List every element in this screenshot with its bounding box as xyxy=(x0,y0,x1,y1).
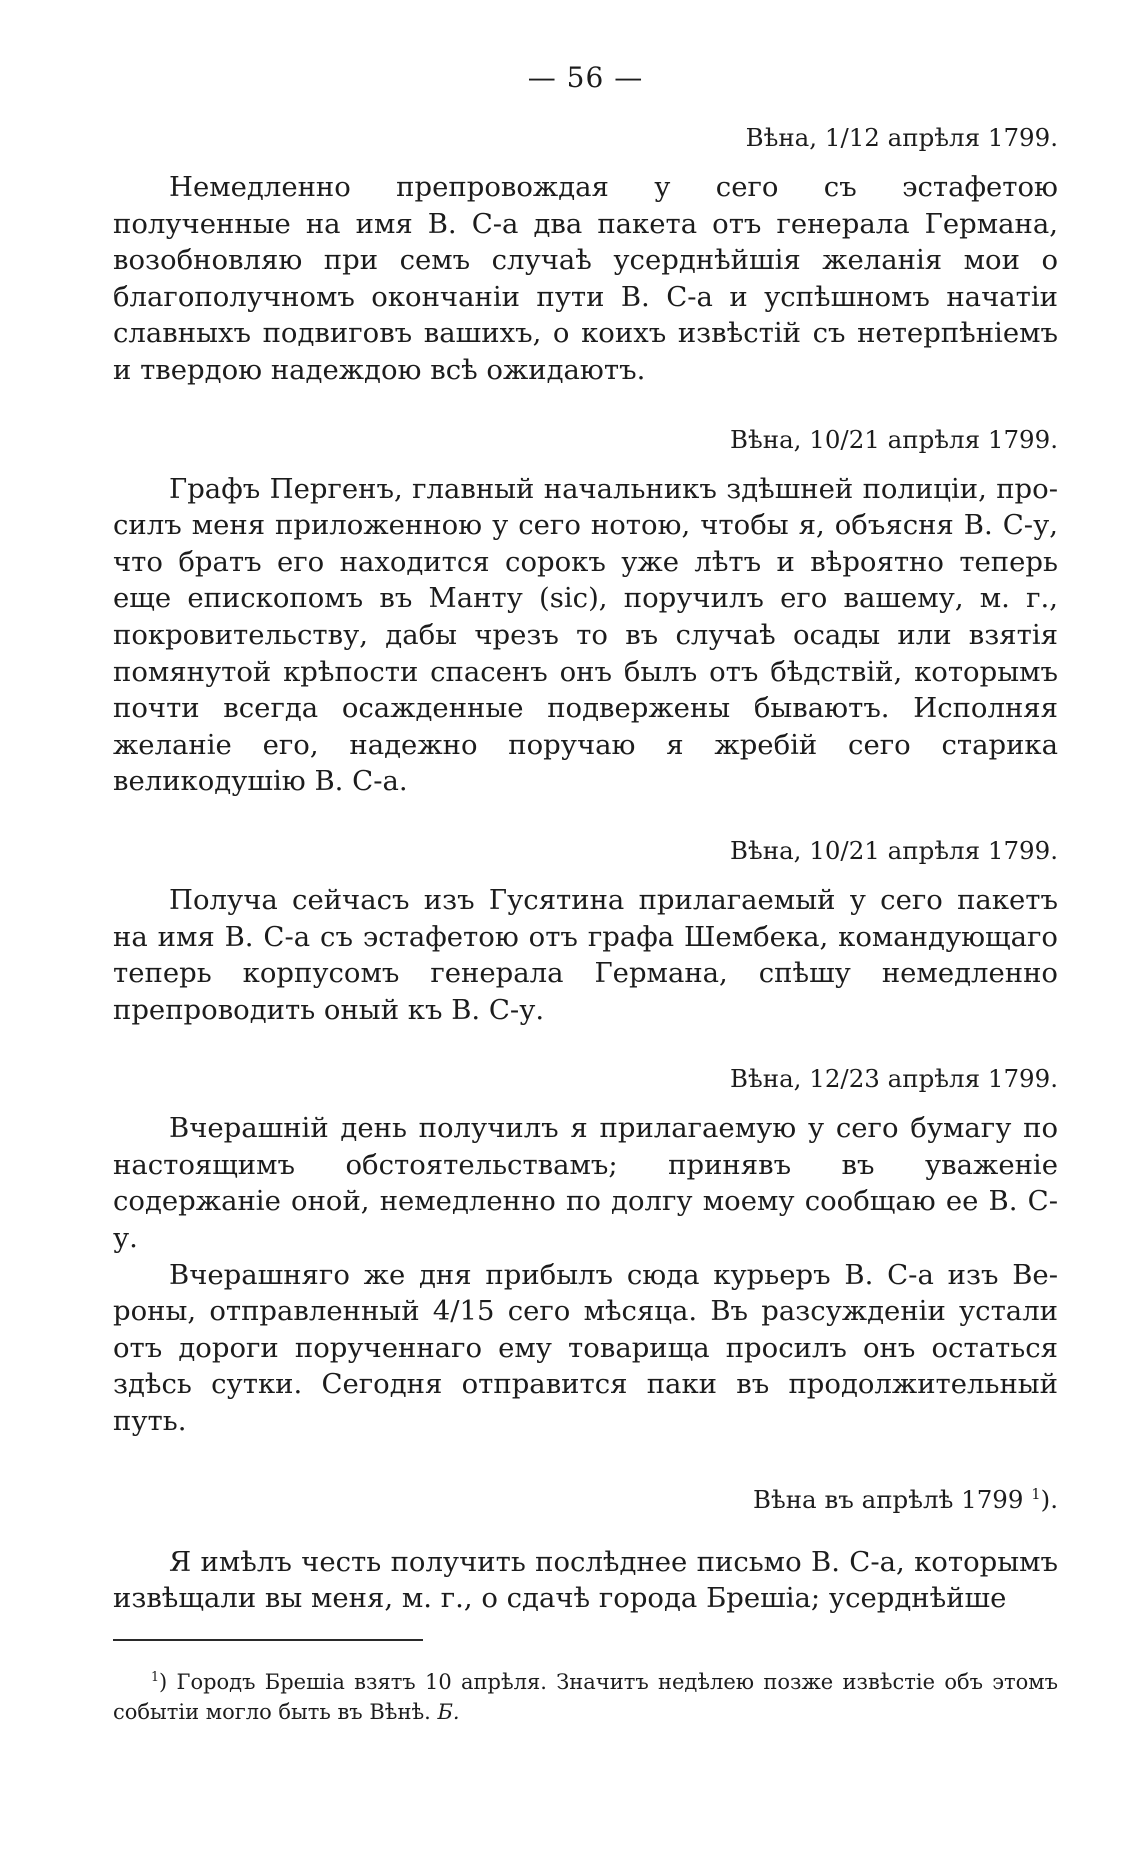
letter-date xyxy=(113,1482,1058,1518)
book-page xyxy=(113,58,1058,1727)
letter-paragraph: Немедленно препровождая у сего съ эстафетою полученные на имя В. С-а два пакета отъ генерала Германа, возобновляю при семъ случаѣ усерднѣйшія желанія мои о благополучномъ окончаніи пути В. С-а и успѣшномъ начатіи славныхъ подвиговъ вашихъ, о коихъ извѣстій съ нетерпѣніемъ и твердою надеждою всѣ ожидаютъ. xyxy=(113,171,1058,386)
letter xyxy=(113,120,1058,389)
footnote-reference-suffix: ). xyxy=(1040,1484,1058,1514)
letter-paragraph: Я имѣлъ честь получить послѣднее письмо В. С-а, которымъ извѣщали вы меня, м. г., о сдачѣ города Брешіа; усерднѣйше xyxy=(113,1545,1058,1615)
letter-paragraph: Графъ Пергенъ, главный начальникъ здѣшней полиціи, просилъ меня приложенною у сего нотою, чтобы я, объясня В. С-у, что братъ его находится сорокъ уже лѣтъ и вѣроятно теперь еще епископомъ въ Манту (sic), поручилъ его вашему, м. г., покровительству, дабы чрезъ то въ случаѣ осады или взятія помянутой крѣпости спасенъ онъ былъ отъ бѣдствій, которымъ почти всегда осажденные подвержены бываютъ. Исполняя желаніе его, надежно поручаю я жребій сего старика великодушію В. С-а. xyxy=(113,472,1058,798)
letter-paragraph: Вчерашній день получилъ я прилагаемую у сего бумагу по настоящимъ обстоятельствамъ; принявъ въ уваженіе содержаніе оной, немедленно по долгу моему сообщаю ее В. С-у. xyxy=(113,1112,1058,1255)
letter-paragraph: Получа сейчасъ изъ Гусятина прилагаемый у сего пакетъ на имя В. С-а съ эстафетою отъ графа Шембека, командующаго теперь корпусомъ генерала Германа, спѣшу немедленно препроводить оный къ В. С-у. xyxy=(113,883,1058,1026)
letter-date: Вѣна, 10/21 апрѣля 1799. xyxy=(729,424,1058,454)
footnote-divider xyxy=(113,1639,423,1641)
letter-paragraph: Вчерашняго же дня прибылъ сюда курьеръ В. С-а изъ Вероны, отправленный 4/15 сего мѣсяца. Въ разсужденіи устали отъ дороги порученнаго ему товарища просилъ онъ остаться здѣсь сутки. Сегодня отправится паки въ продолжительный путь. xyxy=(113,1258,1058,1438)
letter-date: Вѣна, 1/12 апрѣля 1799. xyxy=(745,123,1058,152)
footnote xyxy=(113,1667,1058,1727)
letter-date: Вѣна, 10/21 апрѣля 1799. xyxy=(729,835,1058,865)
footnote-signature: Б. xyxy=(437,1699,460,1724)
footnote-reference: 1 xyxy=(1031,1485,1041,1503)
letter-date: Вѣна, 12/23 апрѣля 1799. xyxy=(729,1064,1058,1094)
letter xyxy=(113,422,1058,800)
page-number: — 56 — xyxy=(527,61,644,94)
letter-date-text: Вѣна въ апрѣлѣ 1799 xyxy=(752,1484,1024,1514)
footnote-mark: 1 xyxy=(151,1668,160,1684)
letter xyxy=(113,833,1058,1028)
footnote-text: Городъ Брешіа взятъ 10 апрѣля. Значитъ недѣлею позже извѣстіе объ этомъ событіи могло быть въ Вѣнѣ. xyxy=(113,1669,1058,1724)
footnote-mark-suffix: ) xyxy=(159,1669,168,1694)
letter xyxy=(113,1482,1058,1617)
letter xyxy=(113,1061,1058,1439)
